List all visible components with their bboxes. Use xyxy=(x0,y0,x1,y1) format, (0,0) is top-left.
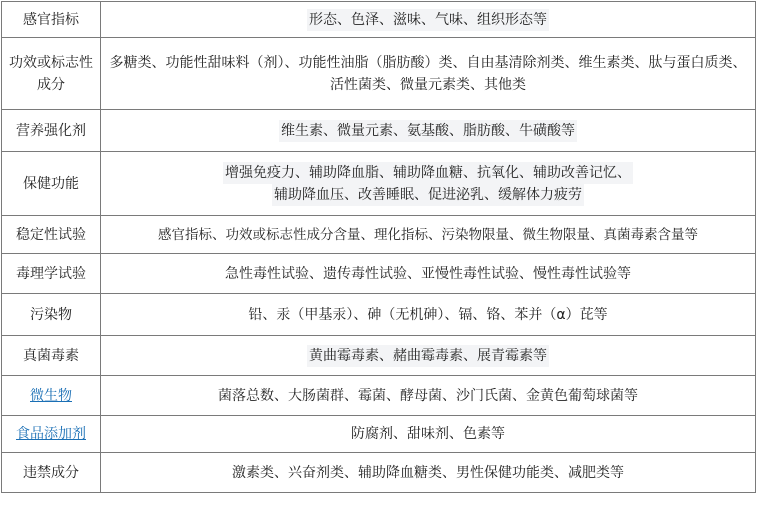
row-value: 铅、汞（甲基汞）、砷（无机砷）、镉、铬、苯并（α）芘等 xyxy=(101,294,756,336)
row-key: 毒理学试验 xyxy=(2,254,101,294)
value-line: 增强免疫力、辅助降血脂、辅助降血糖、抗氧化、辅助改善记忆、 xyxy=(223,162,633,184)
table-row xyxy=(2,216,756,254)
row-value: 激素类、兴奋剂类、辅助降血糖类、男性保健功能类、减肥类等 xyxy=(101,453,756,493)
row-value: 形态、色泽、滋味、气味、组织形态等 xyxy=(101,2,756,38)
table-row xyxy=(2,336,756,376)
table-row xyxy=(2,152,756,216)
row-value: 菌落总数、大肠菌群、霉菌、酵母菌、沙门氏菌、金黄色葡萄球菌等 xyxy=(101,376,756,416)
row-value: 急性毒性试验、遗传毒性试验、亚慢性毒性试验、慢性毒性试验等 xyxy=(101,254,756,294)
table-row xyxy=(2,2,756,38)
row-value: 多糖类、功能性甜味料（剂）、功能性油脂（脂肪酸）类、自由基清除剂类、维生素类、肽与蛋白质类、活性菌类、微量元素类、其他类 xyxy=(101,38,756,110)
row-value: 黄曲霉毒素、赭曲霉毒素、展青霉素等 xyxy=(101,336,756,376)
row-key xyxy=(2,416,101,453)
row-value: 维生素、微量元素、氨基酸、脂肪酸、牛磺酸等 xyxy=(101,110,756,152)
table-row xyxy=(2,416,756,453)
microbe-link[interactable]: 微生物 xyxy=(30,387,72,404)
row-key: 保健功能 xyxy=(2,152,101,216)
table-row xyxy=(2,38,756,110)
table-row xyxy=(2,254,756,294)
row-key: 功效或标志性成分 xyxy=(2,38,101,110)
table-row xyxy=(2,110,756,152)
row-key xyxy=(2,376,101,416)
row-key: 营养强化剂 xyxy=(2,110,101,152)
value-line: 辅助降血压、改善睡眠、促进泌乳、缓解体力疲劳 xyxy=(272,184,584,206)
row-key: 稳定性试验 xyxy=(2,216,101,254)
table-row xyxy=(2,294,756,336)
row-key: 真菌毒素 xyxy=(2,336,101,376)
row-value xyxy=(101,152,756,216)
standards-table xyxy=(1,1,756,493)
row-key: 违禁成分 xyxy=(2,453,101,493)
food-additive-link[interactable]: 食品添加剂 xyxy=(16,426,86,442)
row-value: 感官指标、功效或标志性成分含量、理化指标、污染物限量、微生物限量、真菌毒素含量等 xyxy=(101,216,756,254)
table-row xyxy=(2,376,756,416)
row-key: 污染物 xyxy=(2,294,101,336)
row-value: 防腐剂、甜味剂、色素等 xyxy=(101,416,756,453)
row-key: 感官指标 xyxy=(2,2,101,38)
table-row xyxy=(2,453,756,493)
